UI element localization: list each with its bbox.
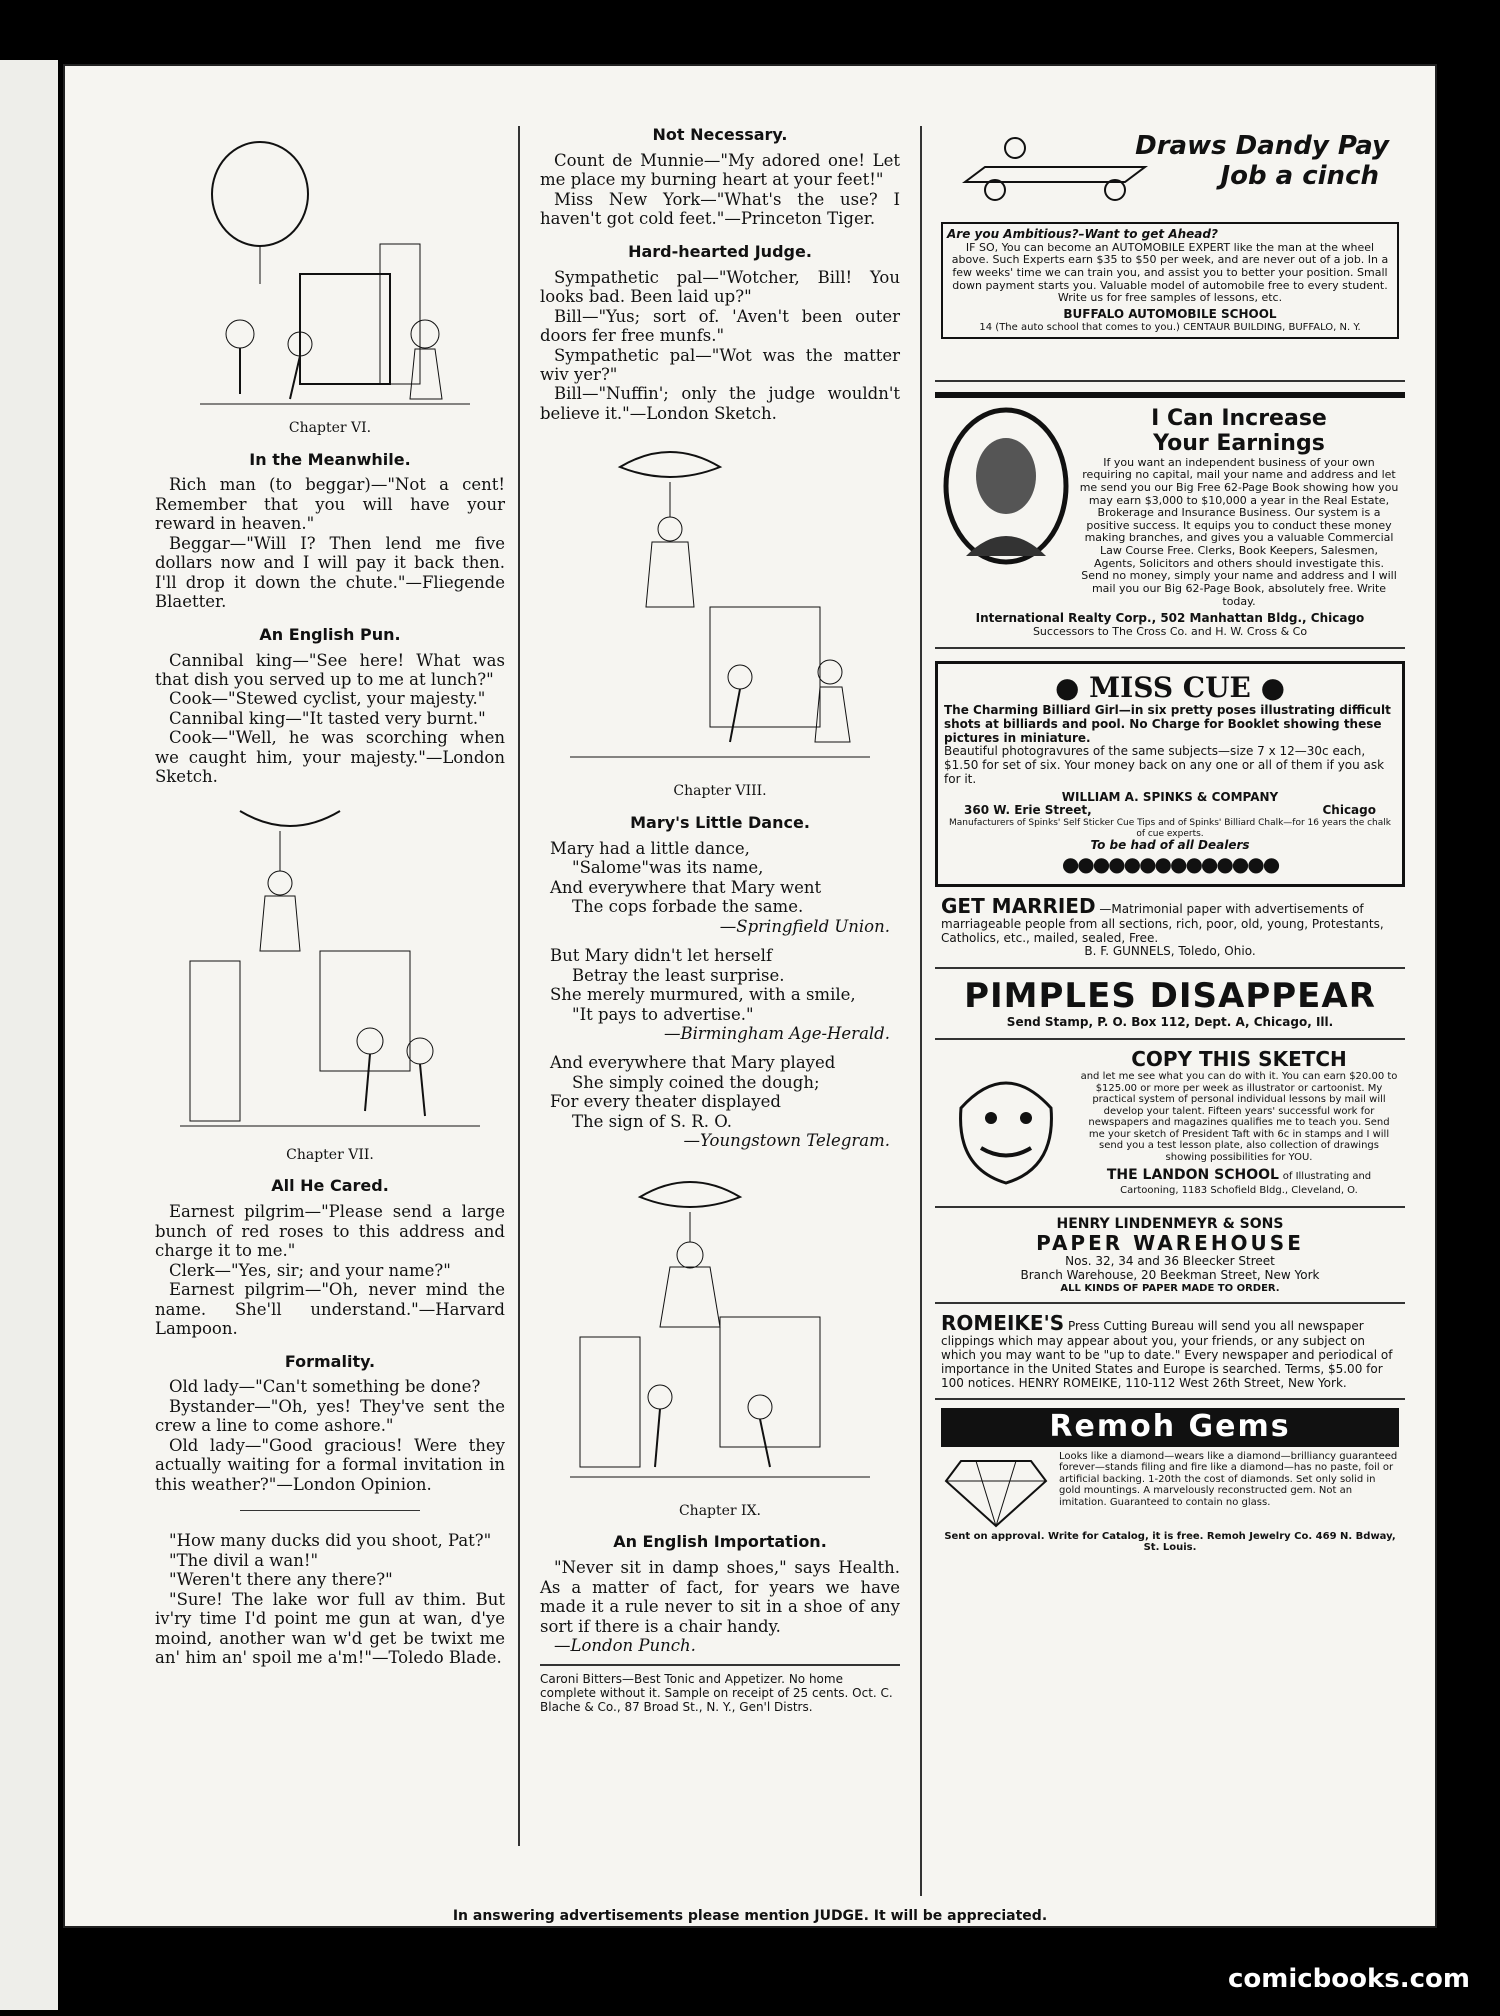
heading-meanwhile: In the Meanwhile. [249, 449, 411, 469]
ad-dealers: To be had of all Dealers [1090, 837, 1250, 852]
ad-body: Press Cutting Bureau will send you all newspaper clippings which may appear about you, your friends, or any subject on which you may want to be "up to date." Every newspaper and periodical of importance in the United States and Europe is searched. Terms, $5.00 for 100 notices. HENRY ROMEIKE, 110-112 West 26th Street, New York. [941, 1319, 1393, 1390]
text-line: Rich man (to beggar)—"Not a cent! Remember that you will have your reward in heaven." [155, 475, 505, 534]
ad-headline: ROMEIKE'S [941, 1311, 1065, 1336]
poem-line: And everywhere that Mary played [550, 1053, 836, 1073]
balloon-illustration [560, 437, 880, 777]
ad-headline: Job a cinch [1220, 160, 1379, 191]
text-line: Cook—"Stewed cyclist, your majesty." [169, 689, 486, 709]
column-1 [155, 124, 505, 1667]
heading-all-he-cared: All He Cared. [271, 1176, 389, 1196]
ad-note: ALL KINDS OF PAPER MADE TO ORDER. [1060, 1282, 1280, 1294]
caroni-bitters-ad: Caroni Bitters—Best Tonic and Appetizer. No home complete without it. Sample on receipt of 25 cents. Oct. C. Blache & Co., 87 Broad St., N. Y., Gen'l Distrs. [540, 1664, 900, 1715]
balloon-illustration [560, 1167, 880, 1497]
ad-romeike [935, 1304, 1405, 1400]
ad-company: BUFFALO AUTOMOBILE SCHOOL [1063, 306, 1277, 321]
poem-line: She merely murmured, with a smile, [550, 985, 856, 1005]
ad-headline: COPY THIS SKETCH [1131, 1047, 1347, 1072]
text-line: Count de Munnie—"My adored one! Let me place my burning heart at your feet!" [540, 150, 900, 190]
poem-line: She simply coined the dough; [572, 1072, 820, 1092]
ad-address: of Illustrating and Cartooning, 1183 Schofield Bldg., Cleveland, O. [1120, 1171, 1372, 1197]
text-line: Earnest pilgrim—"Please send a large bunch of red roses to this address and charge it to me." [155, 1202, 505, 1261]
text-line: Miss New York—"What's the use? I haven't got cold feet."—Princeton Tiger. [540, 189, 900, 229]
text-line: Clerk—"Yes, sir; and your name?" [169, 1260, 451, 1280]
ad-paper-warehouse [935, 1208, 1405, 1304]
ad-remoh-gems [935, 1400, 1405, 1562]
text-line: Old lady—"Good gracious! Were they actually waiting for a formal invitation in this weather?"—London Opinion. [155, 1435, 505, 1494]
ad-realty-earnings [935, 392, 1405, 649]
text-line: Cannibal king—"It tasted very burnt." [169, 708, 486, 728]
poem-line: "Salome"was its name, [572, 858, 764, 878]
ad-headline: ● MISS CUE ● [1054, 670, 1286, 704]
balloon-illustration [180, 124, 480, 414]
text-line: Bill—"Nuffin'; only the judge wouldn't believe it."—London Sketch. [540, 384, 900, 423]
dot-border: ●●●●●●●●●●●●●● [1061, 851, 1279, 876]
left-page-edge [0, 60, 58, 2010]
poem-line: Mary had a little dance, [550, 838, 750, 858]
text-source: —London Punch. [554, 1636, 696, 1656]
ad-number: 14 [979, 321, 993, 333]
poem-line: The sign of S. R. O. [572, 1111, 733, 1131]
ad-automobile-school [935, 124, 1405, 382]
ad-address [944, 804, 1396, 818]
ad-pimples [935, 969, 1405, 1040]
poem-stanza [540, 946, 900, 1043]
ad-city: Chicago [1322, 803, 1376, 818]
magazine-page [65, 66, 1435, 1926]
poem-source: —Youngstown Telegram. [683, 1131, 890, 1151]
balloon-illustration [170, 801, 490, 1141]
ad-street: 360 W. Erie Street, [964, 803, 1092, 818]
ad-headline: PAPER WAREHOUSE [1036, 1231, 1304, 1256]
text-line: "The divil a wan!" [169, 1550, 319, 1570]
page-footer: In answering advertisements please mention JUDGE. It will be appreciated. [452, 1908, 1048, 1924]
ad-headline: Remoh Gems [941, 1408, 1399, 1447]
text-line: Old lady—"Can't something be done? [169, 1377, 481, 1397]
ad-company: HENRY LINDENMEYR & SONS [1056, 1216, 1284, 1233]
diamond-icon [941, 1451, 1051, 1531]
text-line: "Weren't there any there?" [169, 1570, 393, 1590]
poem-line: The cops forbade the same. [572, 897, 804, 917]
ad-body-box [941, 222, 1399, 339]
ad-title: MISS CUE [1089, 670, 1251, 704]
caption-chapter-7: Chapter VII. [286, 1146, 374, 1163]
portrait-oval-illustration [941, 406, 1071, 566]
ad-successors: Successors to The Cross Co. and H. W. Cross & Co [1032, 625, 1308, 639]
ad-text-block [1079, 406, 1399, 608]
text-line: Earnest pilgrim—"Oh, never mind the name. She'll understand."—Harvard Lampoon. [155, 1280, 505, 1339]
poem-source: —Birmingham Age-Herald. [663, 1023, 890, 1043]
poem-line: Betray the least surprise. [572, 965, 785, 985]
text-line: Sympathetic pal—"Wot was the matter wiv yer?" [540, 345, 900, 384]
ad-headline: Draws Dandy Pay [1135, 131, 1389, 161]
text-line: "Sure! The lake wor full av thim. But iv'ry time I'd point me gun at wan, d'ye moind, another wan w'd get be twixt me an' him an' spoil me a'm!"—Toledo Blade. [155, 1589, 505, 1667]
heading-not-necessary: Not Necessary. [652, 125, 788, 144]
text-line: Bystander—"Oh, yes! They've sent the crew a line to come ashore." [155, 1396, 505, 1436]
ad-tagline: Are you Ambitious?–Want to get Ahead? [947, 226, 1218, 241]
column-2 [540, 124, 900, 1715]
ads-column [935, 124, 1405, 1562]
ad-headline: Your Earnings [1153, 431, 1325, 457]
heading-marys-little-dance: Mary's Little Dance. [630, 812, 810, 832]
column-rule [920, 126, 922, 1896]
caption-chapter-6: Chapter VI. [288, 420, 372, 436]
car-driver-illustration [945, 132, 1165, 202]
heading-formality: Formality. [284, 1351, 376, 1371]
poem-stanza [540, 1053, 900, 1150]
text-line: "Never sit in damp shoes," says Health. As a matter of fact, for years we have made it a rule never to sit in a shoe of any sort if there is a chair handy. [540, 1558, 900, 1636]
caption-chapter-9: Chapter IX. [678, 1502, 762, 1519]
caption-chapter-8: Chapter VIII. [673, 783, 767, 800]
heading-english-pun: An English Pun. [259, 624, 401, 644]
text-line: Cannibal king—"See here! What was that dish you served up to me at lunch?" [155, 650, 505, 690]
ad-address [947, 322, 1393, 334]
text-line: Sympathetic pal—"Wotcher, Bill! You looks bad. Been laid up?" [540, 267, 900, 307]
ad-company: International Realty Corp., 502 Manhattan Bldg., Chicago [975, 611, 1365, 626]
text-line: Bill—"Yus; sort of. 'Aven't been outer doors fer free munfs." [540, 306, 900, 346]
caricature-illustration [941, 1048, 1071, 1198]
ad-body: Looks like a diamond—wears like a diamond—brilliancy guaranteed forever—stands filing and fire like a diamond—has no paste, foil or artificial backing. 1-20th the cost of diamonds. Set only solid in gold mountings. A marvelously reconstructed gem. Not an imitation. Guaranteed to contain no glass. [1059, 1450, 1398, 1508]
ad-company: THE LANDON SCHOOL [1106, 1167, 1279, 1184]
separator-rule [240, 1510, 420, 1511]
ad-headline: PIMPLES DISAPPEAR [964, 976, 1376, 1017]
poem-stanza [540, 839, 900, 936]
ad-note: Manufacturers of Spinks' Self Sticker Cue Tips and of Spinks' Billiard Chalk—for 16 years the chalk of cue experts. [949, 818, 1391, 839]
ad-body: Send Stamp, P. O. Box 112, Dept. A, Chicago, Ill. [1006, 1015, 1334, 1030]
ad-footer [1079, 1167, 1399, 1197]
ad-headline: GET MARRIED [941, 893, 1096, 918]
poem-source: —Springfield Union. [719, 916, 890, 936]
text-line: Cook—"Well, he was scorching when we caught him, your majesty."—London Sketch. [155, 728, 505, 787]
text-line: Beggar—"Will I? Then lend me five dollars now and I will pay it back then. I'll drop it down the chute."—Fliegende Blaetter. [155, 533, 505, 612]
text-line: "How many ducks did you shoot, Pat?" [169, 1531, 492, 1551]
heading-hard-hearted-judge: Hard-hearted Judge. [628, 241, 812, 261]
ad-body: If you want an independent business of your own requiring no capital, mail your name and address and let me send you our Big Free 62-Page Book showing how you may earn $3,000 to $10,000 a year in the Real Estate, Brokerage and Insurance Business. Our system is a positive success. It equips you to conduct these money making branches, and gives you a valuable Commercial Law Course Free. Clerks, Book Keepers, Salesmen, Agents, Solicitors and others should investigate this. Send no money, simply your name and address and I will mail you our Big 62-Page Book, absolutely free. Write today. [1079, 455, 1399, 608]
ad-address-text: (The auto school that comes to you.) CENTAUR BUILDING, BUFFALO, N. Y. [995, 321, 1361, 333]
ad-body: —Matrimonial paper with advertisements of marriageable people from all sections, rich, poor, old, young, Protestants, Catholics, etc., mailed, sealed, Free. [941, 901, 1384, 945]
ad-miss-cue [935, 661, 1405, 887]
ad-layout [941, 406, 1399, 608]
poem-line: "It pays to advertise." [572, 1004, 754, 1024]
poem-line: But Mary didn't let herself [550, 946, 773, 966]
ad-text-block [1079, 1048, 1399, 1198]
ad-get-married [935, 887, 1405, 969]
ad-address: Nos. 32, 34 and 36 Bleecker Street [1065, 1254, 1275, 1269]
ad-body: IF SO, You can become an AUTOMOBILE EXPERT like the man at the wheel above. Such Experts earn $35 to $50 per week, and are never out of a job. In a few weeks' time we can train you, and assist you to better your position. Small down payment starts you. Valuable model of automobile free to every student. Write us for free samples of lessons, etc. [951, 240, 1389, 305]
ad-company: WILLIAM A. SPINKS & COMPANY [1061, 789, 1279, 804]
column-rule [518, 126, 520, 1846]
poem-line: For every theater displayed [550, 1092, 781, 1112]
poem-line: And everywhere that Mary went [550, 877, 822, 897]
ad-headline: I Can Increase [1151, 406, 1327, 431]
watermark: comicbooks.com [1227, 1964, 1470, 1994]
ad-address: Branch Warehouse, 20 Beekman Street, New York [1020, 1267, 1320, 1282]
ad-footer: Sent on approval. Write for Catalog, it is free. Remoh Jewelry Co. 469 N. Bdway, St. Louis. [944, 1530, 1396, 1554]
ad-signature: B. F. GUNNELS, Toledo, Ohio. [1084, 944, 1256, 959]
heading-english-importation: An English Importation. [613, 1532, 827, 1552]
ad-body: and let me see what you can do with it. You can earn $20.00 to $125.00 or more per week as illustrator or cartoonist. My practical system of personal individual lessons by mail will develop your talent. Fifteen years' successful work for newspapers and magazines qualifies me to teach you. Send me your sketch of President Taft with 6c in stamps and I will send you a test lesson plate, also collection of drawings showing possibilities for YOU. [1080, 1071, 1398, 1163]
ad-body: Beautiful photogravures of the same subjects—size 7 x 12—30c each, $1.50 for set of six. Your money back on any one or all of them if you ask for it. [944, 744, 1385, 786]
ad-body: The Charming Billiard Girl—in six pretty poses illustrating difficult shots at billiards and pool. No Charge for Booklet showing these pictures in miniature. [944, 702, 1391, 745]
ad-landon-school [935, 1040, 1405, 1208]
ad-layout [941, 1451, 1399, 1531]
